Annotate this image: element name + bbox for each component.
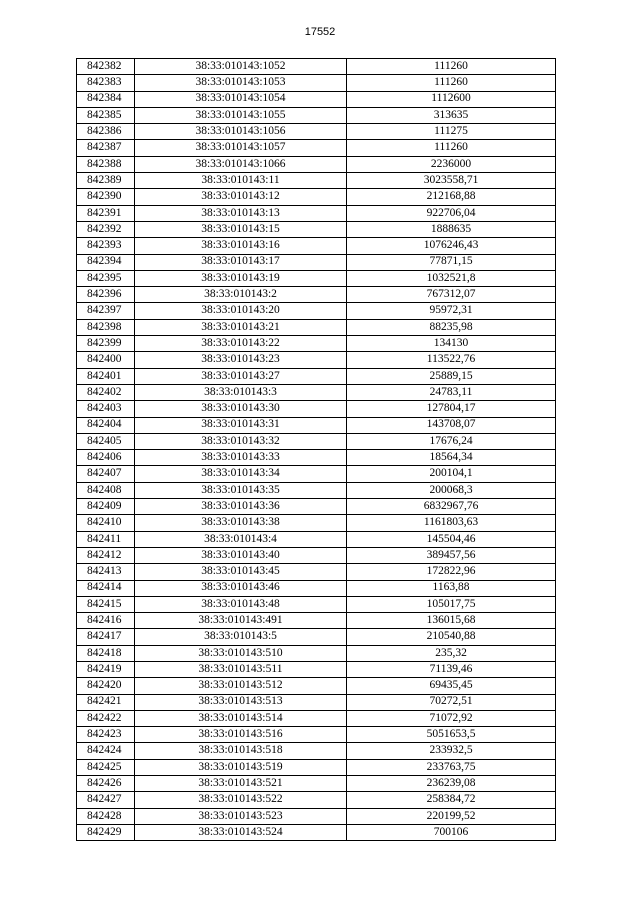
row-number-cell: 842402 [77, 384, 135, 400]
row-number-cell: 842383 [77, 75, 135, 91]
cadastral-value-cell: 172822,96 [347, 564, 556, 580]
cadastral-value-cell: 95972,31 [347, 303, 556, 319]
cadastral-value-cell: 700106 [347, 824, 556, 840]
table-row [77, 596, 556, 612]
cadastral-number-cell: 38:33:010143:5 [135, 629, 347, 645]
cadastral-number-cell: 38:33:010143:1052 [135, 59, 347, 75]
cadastral-number-cell: 38:33:010143:11 [135, 173, 347, 189]
row-number-cell: 842393 [77, 238, 135, 254]
cadastral-value-cell: 233932,5 [347, 743, 556, 759]
table-row [77, 124, 556, 140]
cadastral-value-cell: 220199,52 [347, 808, 556, 824]
table-row [77, 140, 556, 156]
cadastral-value-cell: 6832967,76 [347, 499, 556, 515]
cadastral-value-cell: 136015,68 [347, 613, 556, 629]
table-row [77, 107, 556, 123]
cadastral-number-cell: 38:33:010143:511 [135, 661, 347, 677]
row-number-cell: 842404 [77, 417, 135, 433]
cadastral-value-cell: 105017,75 [347, 596, 556, 612]
cadastral-number-cell: 38:33:010143:522 [135, 792, 347, 808]
table-row [77, 384, 556, 400]
cadastral-value-cell: 70272,51 [347, 694, 556, 710]
row-number-cell: 842408 [77, 482, 135, 498]
cadastral-value-cell: 3023558,71 [347, 173, 556, 189]
table-row [77, 319, 556, 335]
cadastral-value-cell: 111260 [347, 59, 556, 75]
cadastral-value-cell: 1032521,8 [347, 270, 556, 286]
row-number-cell: 842394 [77, 254, 135, 270]
table-row [77, 564, 556, 580]
cadastral-value-cell: 24783,11 [347, 384, 556, 400]
cadastral-value-cell: 767312,07 [347, 287, 556, 303]
cadastral-value-table [76, 58, 556, 841]
table-row [77, 238, 556, 254]
cadastral-number-cell: 38:33:010143:16 [135, 238, 347, 254]
table-row [77, 205, 556, 221]
table-row [77, 287, 556, 303]
cadastral-number-cell: 38:33:010143:512 [135, 678, 347, 694]
row-number-cell: 842429 [77, 824, 135, 840]
cadastral-value-cell: 1112600 [347, 91, 556, 107]
cadastral-number-cell: 38:33:010143:38 [135, 515, 347, 531]
cadastral-value-cell: 1888635 [347, 221, 556, 237]
table-row [77, 808, 556, 824]
table-row [77, 531, 556, 547]
cadastral-value-cell: 111260 [347, 140, 556, 156]
cadastral-number-cell: 38:33:010143:1053 [135, 75, 347, 91]
cadastral-number-cell: 38:33:010143:2 [135, 287, 347, 303]
row-number-cell: 842395 [77, 270, 135, 286]
cadastral-value-cell: 389457,56 [347, 547, 556, 563]
row-number-cell: 842390 [77, 189, 135, 205]
cadastral-number-cell: 38:33:010143:30 [135, 401, 347, 417]
cadastral-value-cell: 1076246,43 [347, 238, 556, 254]
row-number-cell: 842386 [77, 124, 135, 140]
row-number-cell: 842401 [77, 368, 135, 384]
cadastral-value-cell: 113522,76 [347, 352, 556, 368]
table-row [77, 401, 556, 417]
row-number-cell: 842406 [77, 450, 135, 466]
cadastral-number-cell: 38:33:010143:23 [135, 352, 347, 368]
table-row [77, 59, 556, 75]
cadastral-number-cell: 38:33:010143:1056 [135, 124, 347, 140]
row-number-cell: 842403 [77, 401, 135, 417]
row-number-cell: 842419 [77, 661, 135, 677]
table-row [77, 75, 556, 91]
cadastral-value-cell: 313635 [347, 107, 556, 123]
row-number-cell: 842415 [77, 596, 135, 612]
cadastral-number-cell: 38:33:010143:20 [135, 303, 347, 319]
table-row [77, 580, 556, 596]
table-row [77, 824, 556, 840]
table-row [77, 270, 556, 286]
row-number-cell: 842411 [77, 531, 135, 547]
table-row [77, 547, 556, 563]
row-number-cell: 842420 [77, 678, 135, 694]
cadastral-number-cell: 38:33:010143:34 [135, 466, 347, 482]
row-number-cell: 842391 [77, 205, 135, 221]
cadastral-number-cell: 38:33:010143:521 [135, 776, 347, 792]
row-number-cell: 842414 [77, 580, 135, 596]
row-number-cell: 842422 [77, 710, 135, 726]
cadastral-value-cell: 69435,45 [347, 678, 556, 694]
cadastral-number-cell: 38:33:010143:45 [135, 564, 347, 580]
cadastral-value-cell: 258384,72 [347, 792, 556, 808]
cadastral-number-cell: 38:33:010143:17 [135, 254, 347, 270]
cadastral-value-cell: 25889,15 [347, 368, 556, 384]
table-row [77, 466, 556, 482]
cadastral-value-cell: 143708,07 [347, 417, 556, 433]
table-row [77, 156, 556, 172]
row-number-cell: 842400 [77, 352, 135, 368]
row-number-cell: 842426 [77, 776, 135, 792]
cadastral-number-cell: 38:33:010143:516 [135, 727, 347, 743]
cadastral-value-cell: 2236000 [347, 156, 556, 172]
table-row [77, 629, 556, 645]
cadastral-number-cell: 38:33:010143:46 [135, 580, 347, 596]
cadastral-number-cell: 38:33:010143:22 [135, 336, 347, 352]
cadastral-number-cell: 38:33:010143:33 [135, 450, 347, 466]
row-number-cell: 842398 [77, 319, 135, 335]
row-number-cell: 842384 [77, 91, 135, 107]
cadastral-number-cell: 38:33:010143:524 [135, 824, 347, 840]
cadastral-value-cell: 127804,17 [347, 401, 556, 417]
row-number-cell: 842424 [77, 743, 135, 759]
table-row [77, 91, 556, 107]
row-number-cell: 842399 [77, 336, 135, 352]
cadastral-value-cell: 236239,08 [347, 776, 556, 792]
row-number-cell: 842397 [77, 303, 135, 319]
row-number-cell: 842413 [77, 564, 135, 580]
cadastral-number-cell: 38:33:010143:19 [135, 270, 347, 286]
cadastral-number-cell: 38:33:010143:491 [135, 613, 347, 629]
cadastral-value-cell: 233763,75 [347, 759, 556, 775]
row-number-cell: 842382 [77, 59, 135, 75]
table-row [77, 792, 556, 808]
row-number-cell: 842405 [77, 433, 135, 449]
row-number-cell: 842392 [77, 221, 135, 237]
table-row [77, 221, 556, 237]
row-number-cell: 842428 [77, 808, 135, 824]
table-row [77, 482, 556, 498]
page-number: 17552 [304, 26, 336, 38]
table-row [77, 727, 556, 743]
table-row [77, 336, 556, 352]
cadastral-value-cell: 1161803,63 [347, 515, 556, 531]
cadastral-number-cell: 38:33:010143:40 [135, 547, 347, 563]
table-row [77, 499, 556, 515]
cadastral-value-cell: 922706,04 [347, 205, 556, 221]
row-number-cell: 842427 [77, 792, 135, 808]
cadastral-value-cell: 71139,46 [347, 661, 556, 677]
cadastral-number-cell: 38:33:010143:514 [135, 710, 347, 726]
table-row [77, 759, 556, 775]
cadastral-number-cell: 38:33:010143:3 [135, 384, 347, 400]
cadastral-value-cell: 1163,88 [347, 580, 556, 596]
table-row [77, 645, 556, 661]
cadastral-value-cell: 134130 [347, 336, 556, 352]
cadastral-number-cell: 38:33:010143:48 [135, 596, 347, 612]
table-row [77, 694, 556, 710]
row-number-cell: 842412 [77, 547, 135, 563]
cadastral-number-cell: 38:33:010143:15 [135, 221, 347, 237]
table-row [77, 173, 556, 189]
cadastral-value-cell: 17676,24 [347, 433, 556, 449]
table-row [77, 352, 556, 368]
cadastral-number-cell: 38:33:010143:4 [135, 531, 347, 547]
cadastral-number-cell: 38:33:010143:31 [135, 417, 347, 433]
table-row [77, 678, 556, 694]
table-row [77, 368, 556, 384]
cadastral-number-cell: 38:33:010143:518 [135, 743, 347, 759]
row-number-cell: 842410 [77, 515, 135, 531]
cadastral-value-cell: 18564,34 [347, 450, 556, 466]
cadastral-number-cell: 38:33:010143:1057 [135, 140, 347, 156]
row-number-cell: 842385 [77, 107, 135, 123]
table-row [77, 613, 556, 629]
cadastral-number-cell: 38:33:010143:36 [135, 499, 347, 515]
cadastral-number-cell: 38:33:010143:1054 [135, 91, 347, 107]
cadastral-number-cell: 38:33:010143:513 [135, 694, 347, 710]
row-number-cell: 842396 [77, 287, 135, 303]
table-row [77, 450, 556, 466]
row-number-cell: 842407 [77, 466, 135, 482]
cadastral-value-cell: 71072,92 [347, 710, 556, 726]
cadastral-number-cell: 38:33:010143:1066 [135, 156, 347, 172]
cadastral-value-cell: 200068,3 [347, 482, 556, 498]
cadastral-value-cell: 77871,15 [347, 254, 556, 270]
cadastral-number-cell: 38:33:010143:523 [135, 808, 347, 824]
table-body [77, 59, 556, 841]
row-number-cell: 842389 [77, 173, 135, 189]
cadastral-value-cell: 111275 [347, 124, 556, 140]
cadastral-number-cell: 38:33:010143:35 [135, 482, 347, 498]
table-row [77, 303, 556, 319]
cadastral-number-cell: 38:33:010143:32 [135, 433, 347, 449]
cadastral-number-cell: 38:33:010143:12 [135, 189, 347, 205]
cadastral-number-cell: 38:33:010143:27 [135, 368, 347, 384]
table-row [77, 710, 556, 726]
row-number-cell: 842416 [77, 613, 135, 629]
cadastral-number-cell: 38:33:010143:510 [135, 645, 347, 661]
cadastral-number-cell: 38:33:010143:1055 [135, 107, 347, 123]
table-row [77, 776, 556, 792]
cadastral-value-cell: 235,32 [347, 645, 556, 661]
cadastral-number-cell: 38:33:010143:519 [135, 759, 347, 775]
table-row [77, 189, 556, 205]
cadastral-number-cell: 38:33:010143:13 [135, 205, 347, 221]
row-number-cell: 842423 [77, 727, 135, 743]
table-row [77, 743, 556, 759]
row-number-cell: 842421 [77, 694, 135, 710]
table-row [77, 417, 556, 433]
row-number-cell: 842409 [77, 499, 135, 515]
cadastral-value-cell: 212168,88 [347, 189, 556, 205]
table-row [77, 433, 556, 449]
row-number-cell: 842387 [77, 140, 135, 156]
cadastral-value-cell: 5051653,5 [347, 727, 556, 743]
cadastral-value-cell: 88235,98 [347, 319, 556, 335]
cadastral-value-cell: 145504,46 [347, 531, 556, 547]
row-number-cell: 842417 [77, 629, 135, 645]
row-number-cell: 842425 [77, 759, 135, 775]
row-number-cell: 842388 [77, 156, 135, 172]
row-number-cell: 842418 [77, 645, 135, 661]
cadastral-value-cell: 111260 [347, 75, 556, 91]
table-row [77, 661, 556, 677]
cadastral-value-cell: 210540,88 [347, 629, 556, 645]
table-row [77, 515, 556, 531]
table-row [77, 254, 556, 270]
cadastral-number-cell: 38:33:010143:21 [135, 319, 347, 335]
cadastral-value-cell: 200104,1 [347, 466, 556, 482]
